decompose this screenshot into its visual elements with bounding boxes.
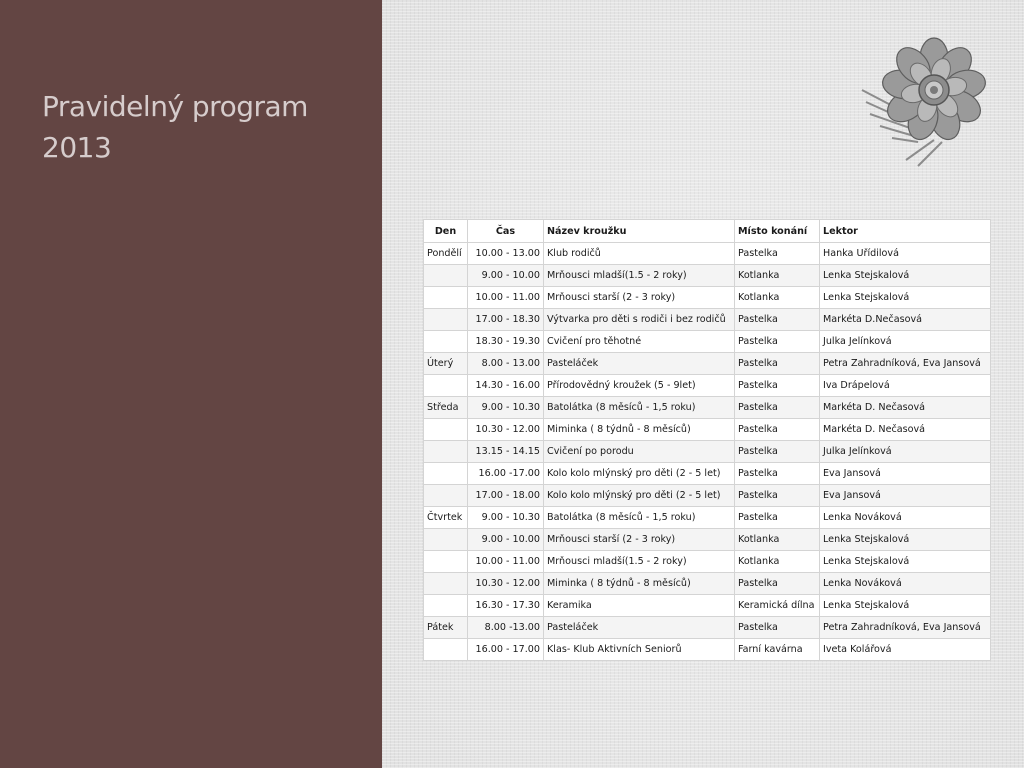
cell-cas: 16.00 - 17.00 (468, 639, 544, 661)
cell-den (424, 551, 468, 573)
cell-den: Pondělí (424, 243, 468, 265)
header-cas: Čas (468, 220, 544, 243)
cell-misto: Pastelka (735, 485, 820, 507)
cell-lektor: Julka Jelínková (820, 441, 991, 463)
cell-den (424, 595, 468, 617)
cell-misto: Pastelka (735, 617, 820, 639)
table-row (424, 353, 991, 375)
cell-den (424, 441, 468, 463)
table-row (424, 243, 991, 265)
cell-nazev: Výtvarka pro děti s rodiči i bez rodičů (544, 309, 735, 331)
cell-lektor: Lenka Stejskalová (820, 529, 991, 551)
table-row (424, 309, 991, 331)
cell-nazev: Kolo kolo mlýnský pro děti (2 - 5 let) (544, 485, 735, 507)
cell-den (424, 287, 468, 309)
table-header-row (424, 220, 991, 243)
cell-lektor: Lenka Stejskalová (820, 551, 991, 573)
cell-cas: 16.00 -17.00 (468, 463, 544, 485)
cell-cas: 10.00 - 11.00 (468, 551, 544, 573)
cell-den (424, 485, 468, 507)
cell-cas: 14.30 - 16.00 (468, 375, 544, 397)
cell-lektor: Petra Zahradníková, Eva Jansová (820, 617, 991, 639)
cell-cas: 8.00 -13.00 (468, 617, 544, 639)
table-row (424, 507, 991, 529)
cell-nazev: Cvičení pro těhotné (544, 331, 735, 353)
cell-cas: 9.00 - 10.30 (468, 397, 544, 419)
cell-cas: 18.30 - 19.30 (468, 331, 544, 353)
cell-lektor: Iva Drápelová (820, 375, 991, 397)
cell-nazev: Keramika (544, 595, 735, 617)
cell-den (424, 309, 468, 331)
cell-den (424, 419, 468, 441)
cell-den (424, 529, 468, 551)
cell-nazev: Klub rodičů (544, 243, 735, 265)
cell-lektor: Iveta Kolářová (820, 639, 991, 661)
cell-lektor: Julka Jelínková (820, 331, 991, 353)
header-lektor: Lektor (820, 220, 991, 243)
cell-den (424, 375, 468, 397)
cell-misto: Kotlanka (735, 529, 820, 551)
cell-lektor: Markéta D. Nečasová (820, 397, 991, 419)
cell-lektor: Eva Jansová (820, 463, 991, 485)
cell-nazev: Cvičení po porodu (544, 441, 735, 463)
cell-misto: Pastelka (735, 573, 820, 595)
cell-nazev: Mrňousci starší (2 - 3 roky) (544, 287, 735, 309)
table-row (424, 573, 991, 595)
slide-title-line-1: Pravidelný program (42, 90, 308, 123)
header-den: Den (424, 220, 468, 243)
cell-den: Pátek (424, 617, 468, 639)
cell-misto: Pastelka (735, 375, 820, 397)
cell-cas: 10.30 - 12.00 (468, 419, 544, 441)
table-row (424, 287, 991, 309)
cell-misto: Pastelka (735, 309, 820, 331)
cell-den (424, 573, 468, 595)
cell-cas: 9.00 - 10.00 (468, 265, 544, 287)
left-panel (0, 0, 382, 768)
cell-lektor: Lenka Stejskalová (820, 265, 991, 287)
table-row (424, 441, 991, 463)
cell-nazev: Přírodovědný kroužek (5 - 9let) (544, 375, 735, 397)
cell-nazev: Kolo kolo mlýnský pro děti (2 - 5 let) (544, 463, 735, 485)
cell-nazev: Miminka ( 8 týdnů - 8 měsíců) (544, 573, 735, 595)
cell-misto: Pastelka (735, 463, 820, 485)
table-row (424, 419, 991, 441)
cell-nazev: Mrňousci mladší(1.5 - 2 roky) (544, 265, 735, 287)
cell-cas: 10.30 - 12.00 (468, 573, 544, 595)
cell-nazev: Mrňousci mladší(1.5 - 2 roky) (544, 551, 735, 573)
cell-misto: Pastelka (735, 441, 820, 463)
cell-misto: Pastelka (735, 397, 820, 419)
cell-cas: 10.00 - 11.00 (468, 287, 544, 309)
slide-title-line-2: 2013 (42, 131, 112, 164)
table-row (424, 529, 991, 551)
cell-misto: Keramická dílna (735, 595, 820, 617)
schedule-body (424, 243, 991, 661)
cell-lektor: Markéta D. Nečasová (820, 419, 991, 441)
cell-nazev: Batolátka (8 měsíců - 1,5 roku) (544, 397, 735, 419)
cell-misto: Farní kavárna (735, 639, 820, 661)
cell-den: Středa (424, 397, 468, 419)
cell-den: Čtvrtek (424, 507, 468, 529)
cell-lektor: Petra Zahradníková, Eva Jansová (820, 353, 991, 375)
table-row (424, 617, 991, 639)
cell-den (424, 265, 468, 287)
header-nazev: Název kroužku (544, 220, 735, 243)
cell-lektor: Lenka Stejskalová (820, 287, 991, 309)
cell-nazev: Mrňousci starší (2 - 3 roky) (544, 529, 735, 551)
cell-lektor: Lenka Stejskalová (820, 595, 991, 617)
cell-cas: 8.00 - 13.00 (468, 353, 544, 375)
cell-misto: Pastelka (735, 243, 820, 265)
schedule-table (423, 219, 991, 661)
cell-nazev: Batolátka (8 měsíců - 1,5 roku) (544, 507, 735, 529)
cell-lektor: Hanka Uřídilová (820, 243, 991, 265)
cell-cas: 9.00 - 10.30 (468, 507, 544, 529)
cell-lektor: Eva Jansová (820, 485, 991, 507)
table-row (424, 595, 991, 617)
cell-cas: 13.15 - 14.15 (468, 441, 544, 463)
cell-den (424, 331, 468, 353)
cell-cas: 17.00 - 18.30 (468, 309, 544, 331)
cell-misto: Pastelka (735, 331, 820, 353)
cell-nazev: Pasteláček (544, 353, 735, 375)
cell-misto: Kotlanka (735, 265, 820, 287)
cell-nazev: Klas- Klub Aktivních Seniorů (544, 639, 735, 661)
cell-den (424, 463, 468, 485)
table-row (424, 551, 991, 573)
slide-title (42, 86, 362, 168)
cell-lektor: Lenka Nováková (820, 573, 991, 595)
table-row (424, 639, 991, 661)
table-row (424, 375, 991, 397)
cell-cas: 16.30 - 17.30 (468, 595, 544, 617)
table-row (424, 463, 991, 485)
cell-nazev: Pasteláček (544, 617, 735, 639)
cell-misto: Pastelka (735, 353, 820, 375)
table-row (424, 265, 991, 287)
table-row (424, 397, 991, 419)
cell-lektor: Markéta D.Nečasová (820, 309, 991, 331)
flower-ornament-icon (852, 28, 1002, 173)
cell-misto: Pastelka (735, 507, 820, 529)
cell-nazev: Miminka ( 8 týdnů - 8 měsíců) (544, 419, 735, 441)
table-row (424, 485, 991, 507)
cell-misto: Kotlanka (735, 551, 820, 573)
cell-lektor: Lenka Nováková (820, 507, 991, 529)
cell-cas: 9.00 - 10.00 (468, 529, 544, 551)
cell-misto: Pastelka (735, 419, 820, 441)
cell-cas: 17.00 - 18.00 (468, 485, 544, 507)
cell-misto: Kotlanka (735, 287, 820, 309)
cell-cas: 10.00 - 13.00 (468, 243, 544, 265)
cell-den: Úterý (424, 353, 468, 375)
header-misto: Místo konání (735, 220, 820, 243)
table-row (424, 331, 991, 353)
cell-den (424, 639, 468, 661)
